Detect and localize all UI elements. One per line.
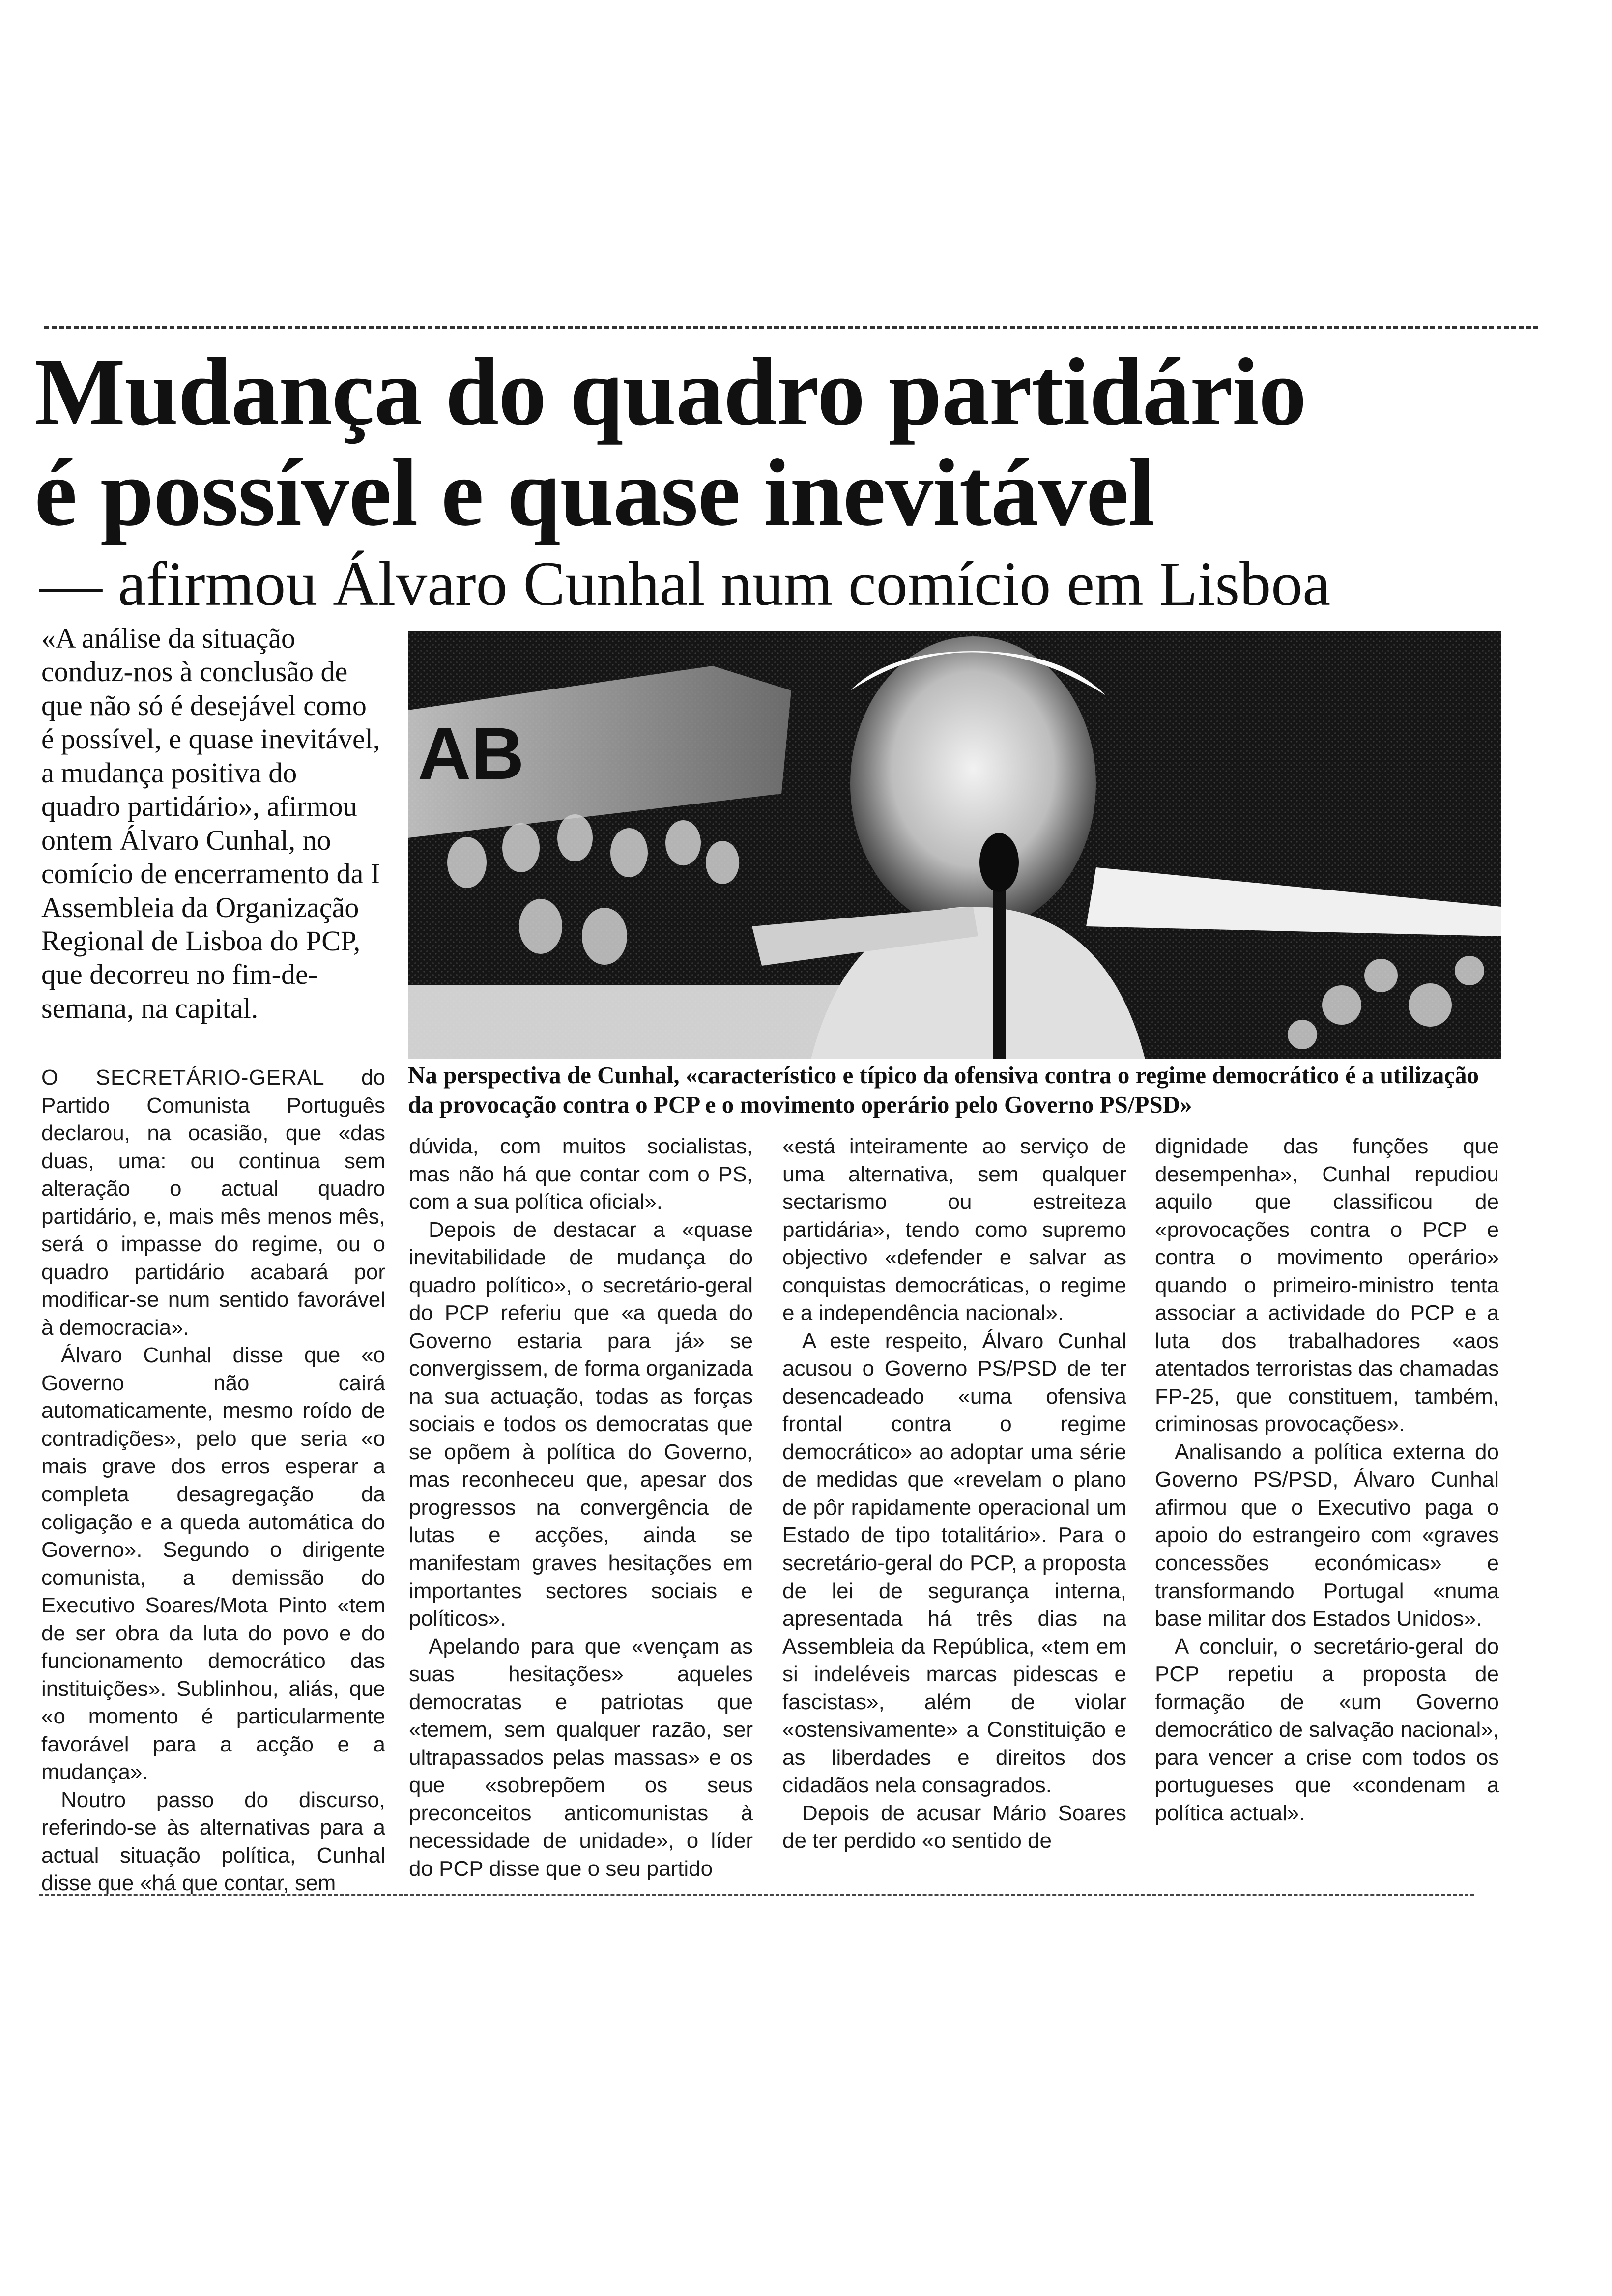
column-4-paragraph-3: A concluir, o secretário-geral do PCP repetiu a proposta de formação de «um Governo democrático de salvação nacional», para vencer a crise com todos os portugueses que «condenam a política actual». xyxy=(1155,1634,1499,1825)
top-rule xyxy=(44,326,1538,329)
lead-paragraph: «A análise da situação conduz-nos à conclusão de que não só é desejável como é possível, e quase inevitável, a mudança positiva do quadro partidário», afirmou ontem Álvaro Cunhal, no comício de encerramento da I Assembleia da Organização Regional de Lisboa do PCP, que decorreu no fim-de-semana, na capital. xyxy=(41,622,380,1024)
column-3-paragraph-3: Depois de acusar Mário Soares de ter perdido «o sentido de xyxy=(782,1801,1126,1853)
column-1-paragraph-3: Noutro passo do discurso, referindo-se às alternativas para a actual situação política, Cunhal disse que «há que contar, sem xyxy=(41,1787,385,1895)
column-1-paragraph-2: Álvaro Cunhal disse que «o Governo não cairá automaticamente, mesmo roído de contradições», pelo que seria «o mais grave dos erros esperar a completa desagregação da coligação e a queda automática do Governo». Segundo o dirigente comunista, a demissão do Executivo Soares/Mota Pinto «tem de ser obra da luta do povo e do funcionamento democrático das instituições». Sublinhou, aliás, que «o momento é particularmente favorável para a acção e a mudança». xyxy=(41,1343,385,1784)
column-3-paragraph-2: A este respeito, Álvaro Cunhal acusou o Governo PS/PSD de ter desencadeado «uma ofensiva frontal contra o regime democrático» ao adoptar uma série de medidas que «revelam o plano de pôr rapidamente operacional um Estado de tipo totalitário». Para o secretário-geral do PCP, a proposta de lei de segurança interna, apresentada há três dias na Assembleia da República, «tem em si indeléveis marcas pidescas e fascistas», além de violar «ostensivamente» a Constituição e as liberdades e direitos dos cidadãos nela consagrados. xyxy=(782,1328,1126,1798)
column-1-paragraph-1-text: do Partido Comunista Português declarou, na ocasião, que «das duas, uma: ou continua sem alteração o actual quadro partidário, e, mais mês menos mês, será o impasse do regime, ou o quadro partidário acabará por modificar-se num sentido favorável à democracia». xyxy=(41,1065,385,1340)
column-4-paragraph-1: dignidade das funções que desempenha», Cunhal repudiou aquilo que classificou de «provocações contra o PCP e contra o movimento operário» quando o primeiro-ministro tenta associar a actividade do PCP e a luta dos trabalhadores «aos atentados terroristas das chamadas FP-25, que constituem, também, criminosas provocações». xyxy=(1155,1134,1499,1436)
column-3 xyxy=(782,1133,1126,1855)
lead-in-caps: O SECRETÁRIO-GERAL xyxy=(41,1065,325,1090)
headline-line-1: Mudança do quadro partidário xyxy=(34,339,1306,445)
column-2 xyxy=(409,1133,753,1883)
column-2-paragraph-2: Depois de destacar a «quase inevitabilidade de mudança do quadro político», o secretário-geral do PCP referiu que «a queda do Governo estaria para já» se convergissem, de forma organizada na sua actuação, todas as forças sociais e todos os democratas que se opõem à política do Governo, mas reconheceu que, apesar dos progressos na convergência de lutas e acções, ainda se manifestam graves hesitações em importantes sectores sociais e políticos». xyxy=(409,1217,753,1631)
photo-caption: Na perspectiva de Cunhal, «característico e típico da ofensiva contra o regime democrático é a utilização da provocação contra o PCP e o movimento operário pelo Governo PS/PSD» xyxy=(408,1062,1479,1118)
column-1 xyxy=(41,1064,385,1897)
column-3-paragraph-1: «está inteiramente ao serviço de uma alternativa, sem qualquer sectarismo ou estreiteza partidária», tendo como supremo objectivo «defender e salvar as conquistas democráticas, o regime e a independência nacional». xyxy=(782,1134,1126,1325)
article-photo xyxy=(408,631,1501,1059)
bottom-rule xyxy=(39,1894,1474,1896)
column-4-paragraph-2: Analisando a política externa do Governo PS/PSD, Álvaro Cunhal afirmou que o Executivo paga o apoio do estrangeiro com «graves concessões económicas» e transformando Portugal «numa base militar dos Estados Unidos». xyxy=(1155,1439,1499,1631)
column-1-paragraph-1 xyxy=(41,1064,385,1342)
column-2-paragraph-3: Apelando para que «vençam as suas hesitações» aqueles democratas e patriotas que «temem, sem qualquer razão, ser ultrapassados pelas massas» e os que «sobrepõem os seus preconceitos anticomunistas à necessidade de unidade», o líder do PCP disse que o seu partido xyxy=(409,1634,753,1881)
photo-graphic xyxy=(408,631,1501,1059)
column-2-paragraph-1: dúvida, com muitos socialistas, mas não há que contar com o PS, com a sua política oficial». xyxy=(409,1134,753,1214)
svg-text:AB: AB xyxy=(418,712,524,795)
headline-line-2: é possível e quase inevitável xyxy=(34,439,1155,546)
column-4 xyxy=(1155,1133,1499,1827)
subheadline: — afirmou Álvaro Cunhal num comício em Lisboa xyxy=(39,549,1330,619)
